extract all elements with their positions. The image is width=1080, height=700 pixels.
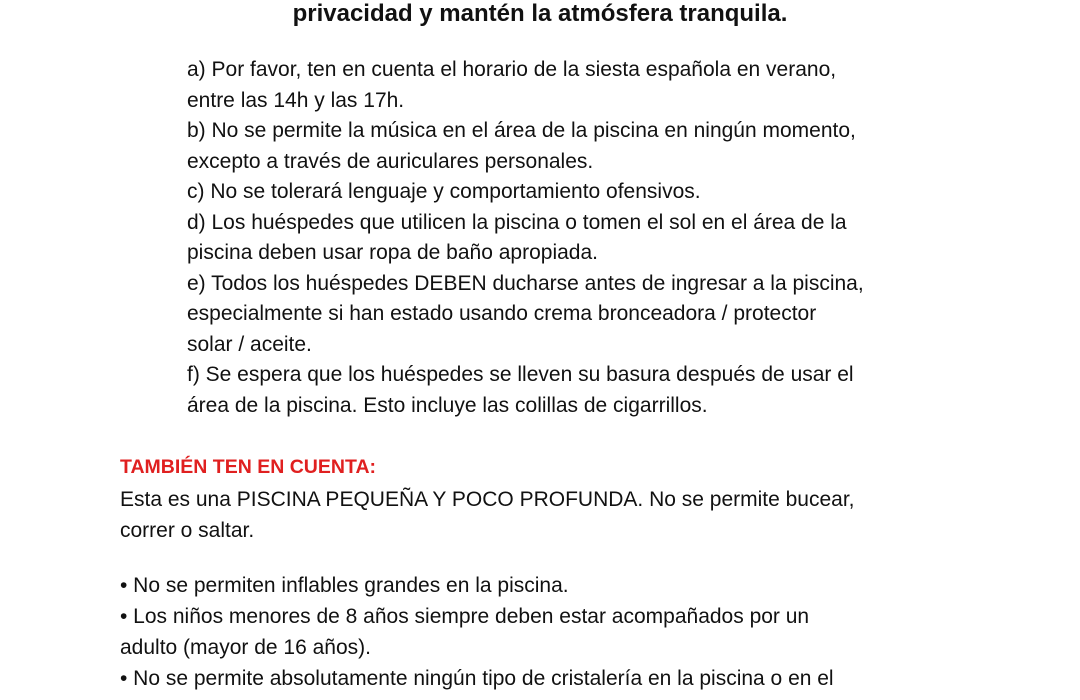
also-note-text: Esta es una PISCINA PEQUEÑA Y POCO PROFUNDA. No se permite bucear, correr o saltar. bbox=[120, 488, 855, 542]
rule-e: e) Todos los huéspedes DEBEN ducharse antes de ingresar a la piscina, especialmente si han estado usando crema bronceadora / protector solar / aceite. bbox=[187, 271, 864, 356]
also-note-heading: TAMBIÉN TEN EN CUENTA: bbox=[120, 456, 377, 478]
document-headline: privacidad y mantén la atmósfera tranquila. bbox=[292, 0, 788, 27]
rule-f: f) Se espera que los huéspedes se lleven su basura después de usar el área de la piscina. Esto incluye las colillas de cigarrillos. bbox=[187, 363, 854, 417]
bullet-list bbox=[120, 570, 1020, 694]
bullet-item-glassware: • No se permite absolutamente ningún tipo de cristalería en la piscina o en el bbox=[120, 667, 834, 690]
rule-a: a) Por favor, ten en cuenta el horario de la siesta española en verano, entre las 14h y las 17h. bbox=[187, 58, 837, 112]
rule-d: d) Los huéspedes que utilicen la piscina o tomen el sol en el área de la piscina deben usar ropa de baño apropiada. bbox=[187, 210, 847, 264]
rules-list bbox=[187, 55, 987, 421]
bullet-item-children: • Los niños menores de 8 años siempre deben estar acompañados por un adulto (mayor de 16 años). bbox=[120, 605, 810, 659]
bullet-item-inflatables: • No se permiten inflables grandes en la piscina. bbox=[120, 574, 569, 597]
rule-b: b) No se permite la música en el área de la piscina en ningún momento, excepto a través de auriculares personales. bbox=[187, 119, 856, 173]
rule-c: c) No se tolerará lenguaje y comportamiento ofensivos. bbox=[187, 180, 701, 203]
